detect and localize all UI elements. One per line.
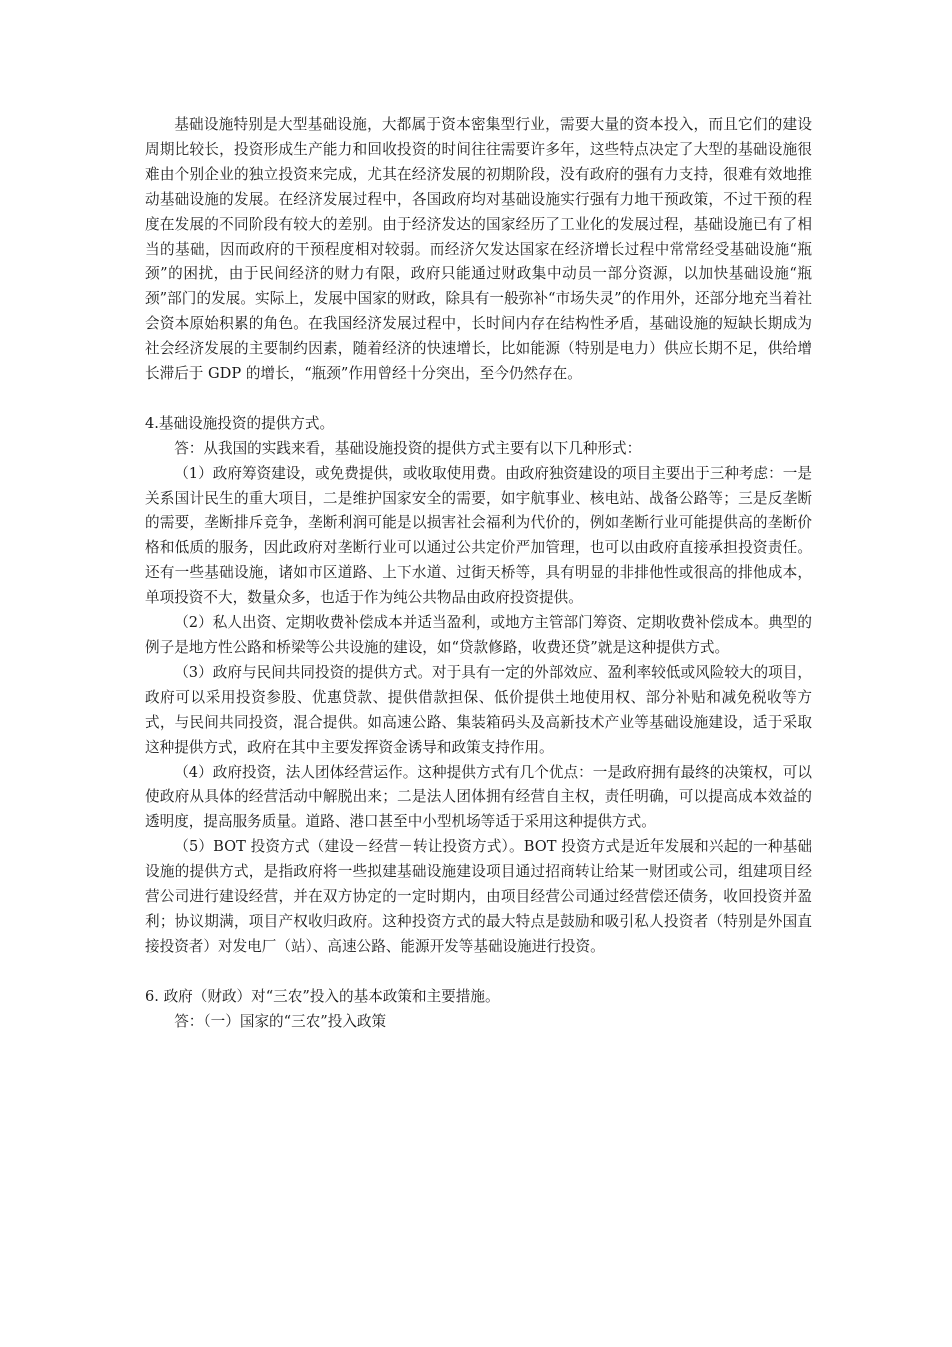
- answer-intro-6: 答：（一）国家的“三农”投入政策: [174, 1012, 387, 1030]
- paragraph-method-4: （4）政府投资，法人团体经营运作。这种提供方式有几个优点：一是政府拥有最终的决策权，可以使政府从具体的经营活动中解脱出来；二是法人团体拥有经营自主权，责任明确，可以提高成本效益的透明度，提高服务质量。道路、港口甚至中小型机场等适于采用这种提供方式。: [145, 763, 812, 831]
- paragraph-method-2: （2）私人出资、定期收费补偿成本并适当盈利，或地方主管部门筹资、定期收费补偿成本。典型的例子是地方性公路和桥梁等公共设施的建设，如“贷款修路，收费还贷”就是这种提供方式。: [145, 614, 812, 657]
- paragraph-infrastructure-intervention: 基础设施特别是大型基础设施，大都属于资本密集型行业，需要大量的资本投入，而且它们的建设周期比较长，投资形成生产能力和回收投资的时间往往需要许多年，这些特点决定了大型的基础设施很难由个别企业的独立投资来完成，尤其在经济发展的初期阶段，没有政府的强有力支持，很难有效地推动基础设施的发展。在经济发展过程中，各国政府均对基础设施实行强有力地干预政策，不过干预的程度在发展的不同阶段有较大的差别。由于经济发达的国家经历了工业化的发展过程，基础设施已有了相当的基础，因而政府的干预程度相对较弱。而经济欠发达国家在经济增长过程中常常经受基础设施“瓶颈”的困扰，由于民间经济的财力有限，政府只能通过财政集中动员一部分资源，以加快基础设施“瓶颈”部门的发展。实际上，发展中国家的财政，除具有一般弥补“市场失灵”的作用外，还部分地充当着社会资本原始积累的角色。在我国经济发展过程中，长时间内存在结构性矛盾，基础设施的短缺长期成为社会经济发展的主要制约因素，随着经济的快速增长，比如能源（特别是电力）供应长期不足，供给增长滞后于 GDP 的增长，“瓶颈”作用曾经十分突出，至今仍然存在。: [145, 116, 812, 383]
- answer-intro-4: 答：从我国的实践来看，基础设施投资的提供方式主要有以下几种形式：: [174, 439, 642, 457]
- heading-question-4: 4.基础设施投资的提供方式。: [145, 414, 335, 432]
- paragraph-method-1: （1）政府筹资建设，或免费提供，或收取使用费。由政府独资建设的项目主要出于三种考虑：一是关系国计民生的重大项目，二是维护国家安全的需要，如宇航事业、核电站、战备公路等；三是反垄断的需要，垄断排斥竞争，垄断利润可能是以损害社会福利为代价的，例如垄断行业可能提供高的垄断价格和低质的服务，因此政府对垄断行业可以通过公共定价严加管理，也可以由政府直接承担投资责任。还有一些基础设施，诸如市区道路、上下水道、过街天桥等，具有明显的非排他性或很高的排他成本，单项投资不大，数量众多，也适于作为纯公共物品由政府投资提供。: [145, 464, 812, 607]
- document-body: [145, 113, 812, 1035]
- paragraph-method-3: （3）政府与民间共同投资的提供方式。对于具有一定的外部效应、盈利率较低或风险较大的项目，政府可以采用投资参股、优惠贷款、提供借款担保、低价提供土地使用权、部分补贴和减免税收等方式，与民间共同投资，混合提供。如高速公路、集装箱码头及高新技术产业等基础设施建设，适于采取这种提供方式，政府在其中主要发挥资金诱导和政策支持作用。: [145, 663, 812, 756]
- paragraph-method-5: （5）BOT 投资方式（建设－经营－转让投资方式）。BOT 投资方式是近年发展和兴起的一种基础设施的提供方式，是指政府将一些拟建基础设施建设项目通过招商转让给某一财团或公司，组建项目经营公司进行建设经营，并在双方协定的一定时期内，由项目经营公司通过经营偿还债务，收回投资并盈利；协议期满，项目产权收归政府。这种投资方式的最大特点是鼓励和吸引私人投资者（特别是外国直接投资者）对发电厂（站）、高速公路、能源开发等基础设施进行投资。: [145, 838, 812, 955]
- heading-question-6: 6. 政府（财政）对“三农”投入的基本政策和主要措施。: [145, 987, 500, 1005]
